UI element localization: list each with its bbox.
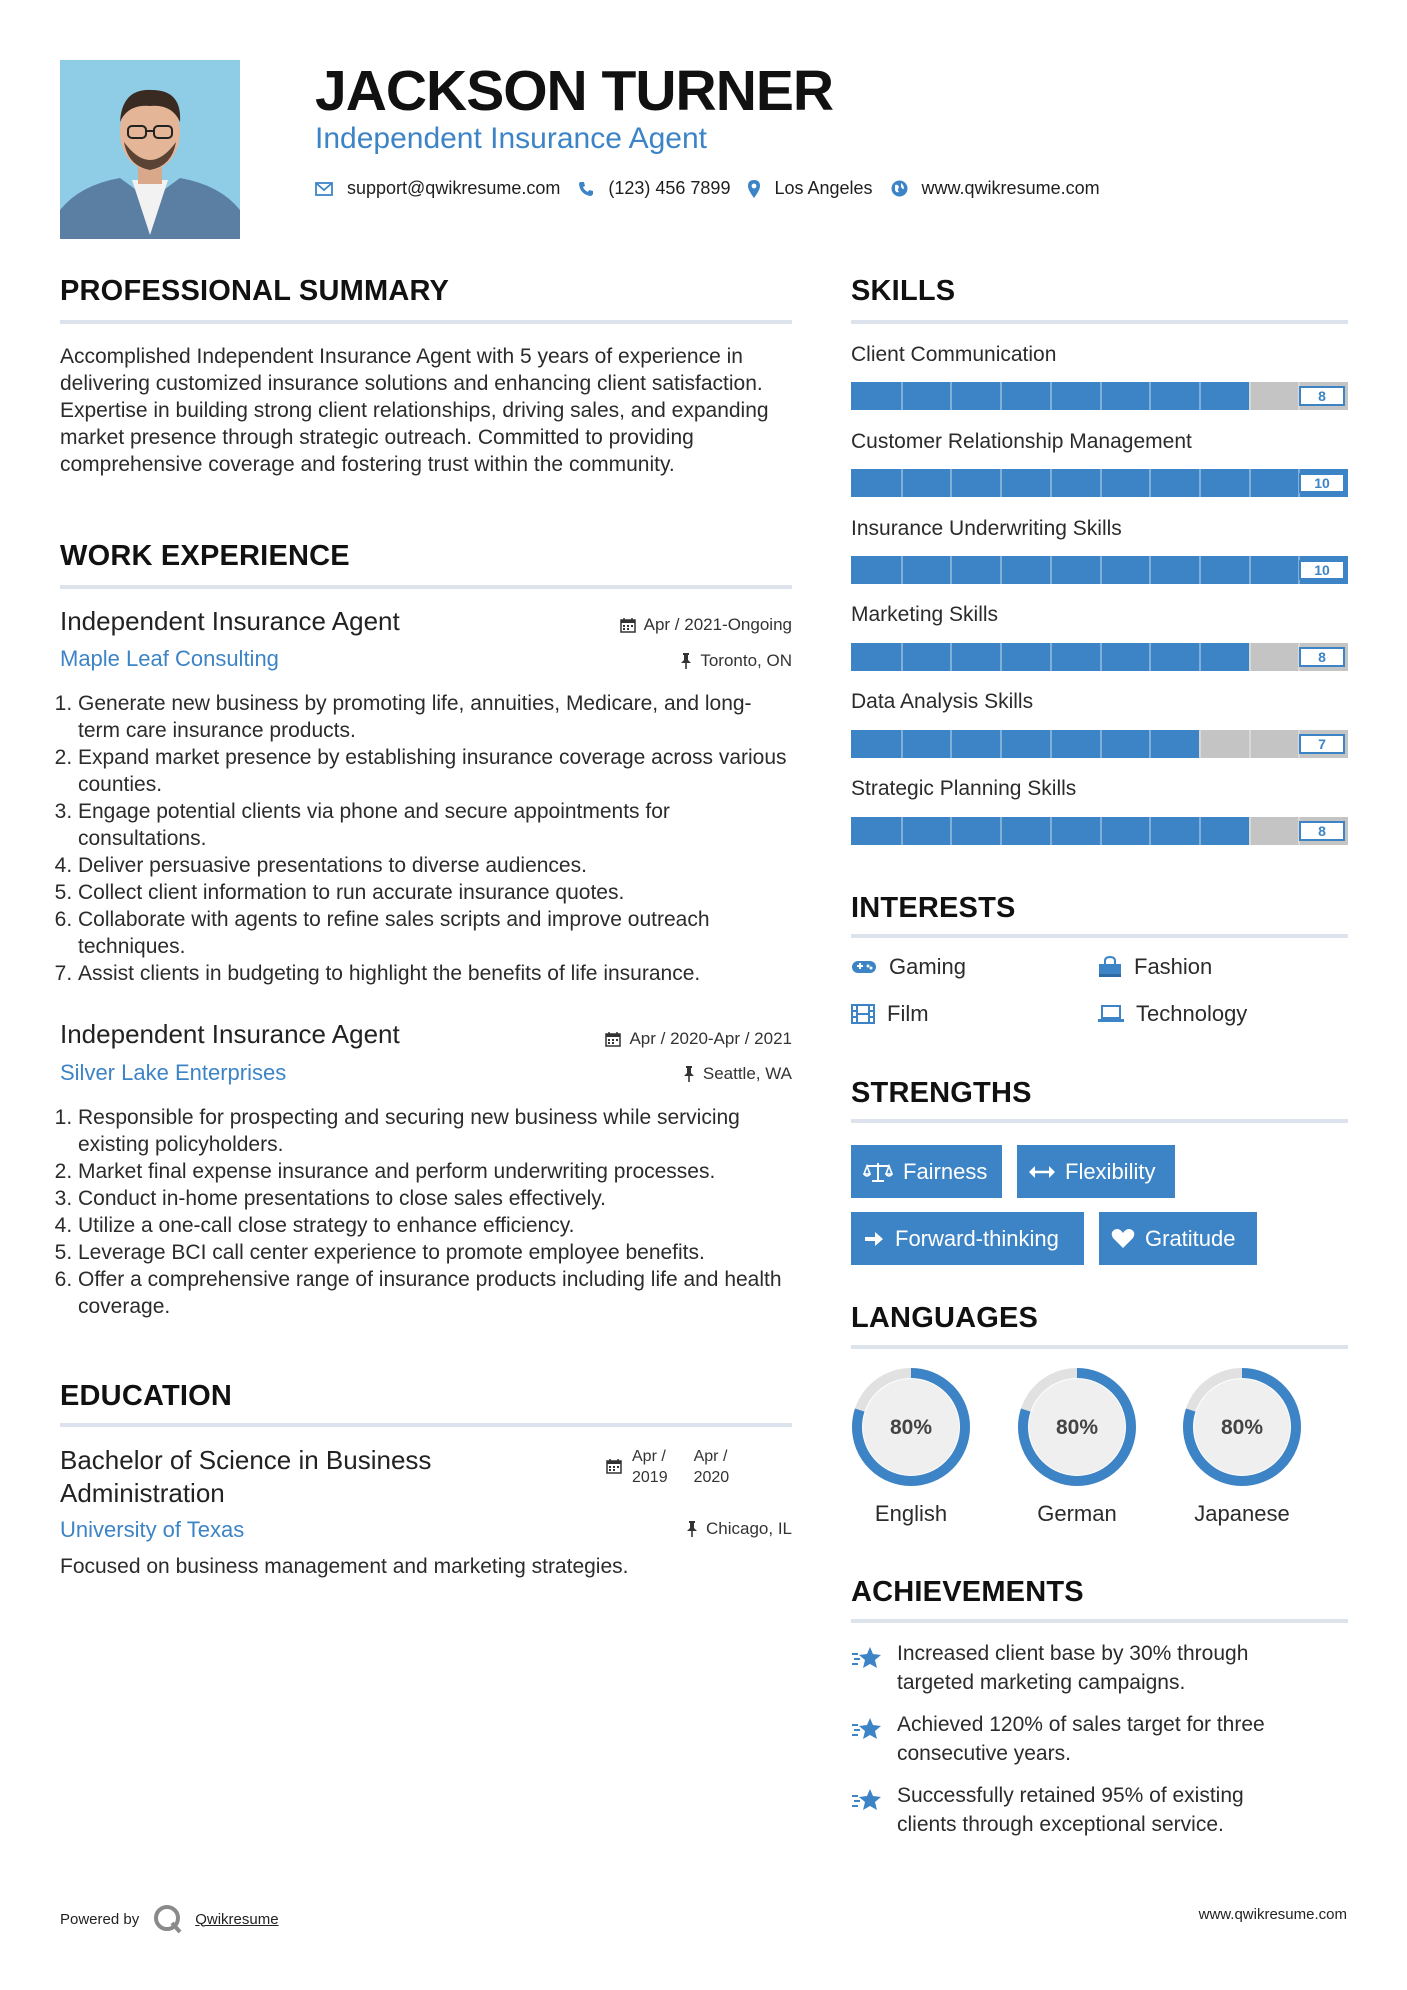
skill-segment xyxy=(1199,643,1201,671)
duty-item: 5. Leverage BCI call center experience to promote employee benefits. xyxy=(78,1239,792,1266)
candidate-title: Independent Insurance Agent xyxy=(315,122,707,155)
skill-label-4: Marketing Skills xyxy=(851,603,999,626)
skill-value: 7 xyxy=(1299,734,1345,754)
skill-segment xyxy=(1249,382,1251,410)
strength-chip-fairness xyxy=(851,1145,1002,1198)
calendar-icon xyxy=(605,1031,621,1047)
skill-segment xyxy=(1050,469,1052,497)
skill-segment xyxy=(1249,730,1251,758)
strength-label: Gratitude xyxy=(1145,1225,1236,1251)
skill-segment xyxy=(901,556,903,584)
skill-segment xyxy=(1100,817,1102,845)
skill-segment xyxy=(1050,382,1052,410)
skills-rule xyxy=(851,320,1348,324)
end-month: Apr / xyxy=(693,1448,728,1465)
footer-brand-link[interactable]: Qwikresume xyxy=(195,1910,279,1928)
skill-segment xyxy=(901,469,903,497)
skill-segment xyxy=(1199,469,1201,497)
skill-segment xyxy=(1100,730,1102,758)
envelope-icon xyxy=(315,182,333,196)
contact-phone[interactable] xyxy=(578,178,730,199)
duty-item: 7. Assist clients in budgeting to highlight the benefits of life insurance. xyxy=(78,960,792,987)
school-name: University of Texas xyxy=(60,1517,245,1542)
job-location-text-2: Seattle, WA xyxy=(702,1064,792,1083)
ring-percent-label: 80% xyxy=(889,1416,933,1439)
interest-label: Film xyxy=(887,1001,929,1026)
languages-heading: LANGUAGES xyxy=(851,1302,1039,1334)
duty-item: 2. Market final expense insurance and perform underwriting processes. xyxy=(78,1158,792,1185)
skill-segment xyxy=(1249,469,1251,497)
skill-label-5: Data Analysis Skills xyxy=(851,690,1034,713)
education-heading: EDUCATION xyxy=(60,1380,233,1412)
skill-label-1: Client Communication xyxy=(851,343,1057,366)
achievement-line: targeted marketing campaigns. xyxy=(897,1671,1186,1694)
experience-rule xyxy=(60,585,792,589)
education-location xyxy=(686,1519,792,1539)
education-rule xyxy=(60,1423,792,1427)
job-company-2: Silver Lake Enterprises xyxy=(60,1060,287,1085)
experience-heading: WORK EXPERIENCE xyxy=(60,540,350,572)
skill-segment xyxy=(1149,382,1151,410)
skill-value: 10 xyxy=(1299,473,1345,493)
skill-bar-3 xyxy=(851,556,1348,584)
strength-chip-gratitude xyxy=(1099,1212,1257,1265)
star-badge-icon xyxy=(851,1645,883,1671)
strength-chip-forward-thinking xyxy=(851,1212,1084,1265)
language-label-japanese: Japanese xyxy=(1194,1501,1290,1526)
arrows-horizontal-icon xyxy=(1029,1165,1055,1179)
duty-item: 3. Conduct in-home presentations to close sales effectively. xyxy=(78,1185,792,1212)
contact-email[interactable] xyxy=(315,178,560,199)
interest-technology xyxy=(1098,1001,1247,1027)
powered-by-text: Powered by xyxy=(60,1910,140,1928)
skill-segment xyxy=(950,817,952,845)
skill-value: 8 xyxy=(1299,647,1345,667)
skill-segment xyxy=(950,469,952,497)
achievement-line: Successfully retained 95% of existing xyxy=(897,1784,1244,1807)
language-ring-japanese xyxy=(1180,1365,1304,1494)
skill-segment xyxy=(950,382,952,410)
achievement-line: clients through exceptional service. xyxy=(897,1813,1224,1836)
summary-heading: PROFESSIONAL SUMMARY xyxy=(60,275,450,307)
skill-segment xyxy=(1100,382,1102,410)
strengths-heading: STRENGTHS xyxy=(851,1077,1032,1109)
skill-segment xyxy=(950,730,952,758)
phone-icon xyxy=(578,181,594,197)
strength-chip-flexibility xyxy=(1017,1145,1175,1198)
education-start xyxy=(632,1446,668,1488)
skill-segment xyxy=(1199,730,1201,758)
start-year: 2019 xyxy=(632,1469,668,1486)
achievement-item-1 xyxy=(851,1639,1351,1697)
strengths-rule xyxy=(851,1119,1348,1123)
ring-percent-label: 80% xyxy=(1220,1416,1264,1439)
skill-bar-1 xyxy=(851,382,1348,410)
contact-row xyxy=(315,178,1118,199)
pushpin-icon xyxy=(686,1521,698,1537)
skill-segment xyxy=(1149,556,1151,584)
education-end xyxy=(694,1446,730,1488)
skill-segment xyxy=(950,643,952,671)
interest-label: Gaming xyxy=(889,954,967,979)
job-dates-text-2: Apr / 2020-Apr / 2021 xyxy=(629,1029,792,1048)
duty-item: 4. Deliver persuasive presentations to diverse audiences. xyxy=(78,852,792,879)
achievement-text xyxy=(897,1639,1248,1697)
duty-item: 3. Engage potential clients via phone and secure appointments for consultations. xyxy=(78,798,792,852)
skill-segment xyxy=(1100,556,1102,584)
skill-segment xyxy=(1000,469,1002,497)
start-month: Apr / xyxy=(632,1448,666,1465)
film-icon xyxy=(851,1004,875,1024)
skill-segment xyxy=(1050,817,1052,845)
skill-segment xyxy=(901,382,903,410)
gamepad-icon xyxy=(851,959,877,975)
skill-segment xyxy=(1050,556,1052,584)
skills-heading: SKILLS xyxy=(851,275,956,307)
skill-segment xyxy=(1050,730,1052,758)
footer-website[interactable]: www.qwikresume.com xyxy=(1198,1906,1347,1923)
skill-segment xyxy=(1149,730,1151,758)
skill-segment xyxy=(1199,817,1201,845)
language-ring-german xyxy=(1015,1365,1139,1494)
interests-rule xyxy=(851,934,1348,938)
skill-label-2: Customer Relationship Management xyxy=(851,430,1192,453)
language-ring-english xyxy=(849,1365,973,1494)
strength-label: Forward-thinking xyxy=(895,1225,1059,1251)
job-title-1: Independent Insurance Agent xyxy=(60,606,400,636)
duty-item: 1. Responsible for prospecting and securing new business while servicing existing policyholders. xyxy=(78,1104,792,1158)
star-badge-icon xyxy=(851,1716,883,1742)
end-year: 2020 xyxy=(693,1469,730,1486)
interest-fashion xyxy=(1098,954,1212,980)
skill-label-6: Strategic Planning Skills xyxy=(851,777,1077,800)
qwikresume-logo-icon xyxy=(153,1904,185,1934)
job-dates-text-1: Apr / 2021-Ongoing xyxy=(643,615,792,634)
language-ring xyxy=(1180,1365,1304,1489)
skill-segment xyxy=(1249,556,1251,584)
achievement-text xyxy=(897,1781,1244,1839)
skill-segment xyxy=(1249,643,1251,671)
pushpin-icon xyxy=(680,653,692,669)
interests-heading: INTERESTS xyxy=(851,892,1016,924)
language-ring xyxy=(849,1365,973,1489)
skill-bar-6 xyxy=(851,817,1348,845)
footer-powered-by xyxy=(60,1904,279,1934)
interest-film xyxy=(851,1001,929,1027)
skill-value: 8 xyxy=(1299,386,1345,406)
skill-segment xyxy=(1000,730,1002,758)
interest-label: Fashion xyxy=(1134,954,1213,979)
skill-segment xyxy=(1000,817,1002,845)
duty-item: 4. Utilize a one-call close strategy to enhance efficiency. xyxy=(78,1212,792,1239)
skill-segment xyxy=(901,643,903,671)
skill-value: 8 xyxy=(1299,821,1345,841)
calendar-icon xyxy=(606,1458,622,1474)
degree-title xyxy=(60,1444,431,1510)
heart-icon xyxy=(1111,1228,1135,1249)
achievements-heading: ACHIEVEMENTS xyxy=(851,1576,1084,1608)
job-location-text-1: Toronto, ON xyxy=(700,651,792,670)
website-text: www.qwikresume.com xyxy=(921,178,1100,198)
job-title-2: Independent Insurance Agent xyxy=(60,1019,400,1049)
star-badge-icon xyxy=(851,1787,883,1813)
job-company-1: Maple Leaf Consulting xyxy=(60,646,279,671)
achievement-line: Increased client base by 30% through xyxy=(897,1642,1249,1665)
degree-line-2: Administration xyxy=(60,1478,225,1508)
strength-label: Flexibility xyxy=(1065,1158,1156,1184)
achievement-item-3 xyxy=(851,1781,1351,1839)
languages-rule xyxy=(851,1345,1348,1349)
skill-segment xyxy=(1199,382,1201,410)
balance-scale-icon xyxy=(863,1161,893,1183)
pushpin-icon xyxy=(683,1066,695,1082)
skill-segment xyxy=(1149,469,1151,497)
strength-label: Fairness xyxy=(903,1158,988,1184)
contact-location xyxy=(748,178,872,199)
duty-item: 1. Generate new business by promoting life, annuities, Medicare, and long-term care insurance products. xyxy=(78,690,792,744)
arrow-right-icon xyxy=(863,1229,885,1249)
duty-item: 5. Collect client information to run accurate insurance quotes. xyxy=(78,879,792,906)
skill-segment xyxy=(1149,817,1151,845)
summary-rule xyxy=(60,320,792,324)
skill-segment xyxy=(1100,643,1102,671)
job-dates-1 xyxy=(620,615,792,635)
job-dates-2 xyxy=(605,1029,792,1049)
language-label-german: German xyxy=(1037,1501,1117,1526)
achievement-item-2 xyxy=(851,1710,1351,1768)
ring-percent-label: 80% xyxy=(1055,1416,1099,1439)
skill-label-3: Insurance Underwriting Skills xyxy=(851,517,1122,540)
achievement-line: consecutive years. xyxy=(897,1742,1071,1765)
language-label-english: English xyxy=(874,1501,948,1526)
skill-segment xyxy=(901,817,903,845)
skill-segment xyxy=(950,556,952,584)
interest-gaming xyxy=(851,954,966,980)
skill-segment xyxy=(1199,556,1201,584)
job-duties-1 xyxy=(60,690,792,987)
duty-item: 6. Collaborate with agents to refine sales scripts and improve outreach techniques. xyxy=(78,906,792,960)
achievement-line: Achieved 120% of sales target for three xyxy=(897,1713,1265,1736)
skill-bar-2 xyxy=(851,469,1348,497)
skill-segment xyxy=(1000,643,1002,671)
job-location-1 xyxy=(680,651,792,671)
contact-website[interactable] xyxy=(891,178,1100,199)
job-location-2 xyxy=(683,1064,792,1084)
skill-segment xyxy=(1100,469,1102,497)
location-text: Los Angeles xyxy=(774,178,873,198)
laptop-icon xyxy=(1098,1005,1124,1023)
job-duties-2 xyxy=(60,1104,792,1320)
degree-line-1: Bachelor of Science in Business xyxy=(60,1445,432,1475)
achievements-rule xyxy=(851,1619,1348,1623)
globe-icon xyxy=(891,180,908,197)
duty-item: 6. Offer a comprehensive range of insurance products including life and health coverage. xyxy=(78,1266,792,1320)
language-ring xyxy=(1015,1365,1139,1489)
summary-text: Accomplished Independent Insurance Agent with 5 years of experience in delivering customized insurance solutions and enhancing client satisfaction. Expertise in building strong client relationships, driving sales, and expanding market presence through strategic outreach. Committed to providing comprehensive coverage and fostering trust within the community. xyxy=(60,345,769,476)
skill-bar-5 xyxy=(851,730,1348,758)
skill-segment xyxy=(901,730,903,758)
skill-fill xyxy=(851,730,1199,758)
email-text: support@qwikresume.com xyxy=(347,178,561,198)
duty-item: 2. Expand market presence by establishing insurance coverage across various counties. xyxy=(78,744,792,798)
education-location-text: Chicago, IL xyxy=(706,1519,792,1538)
skill-segment xyxy=(1050,643,1052,671)
education-description: Focused on business management and marketing strategies. xyxy=(60,1555,629,1578)
skill-segment xyxy=(1249,817,1251,845)
phone-text: (123) 456 7899 xyxy=(608,178,731,198)
education-dates xyxy=(606,1446,729,1488)
profile-photo xyxy=(60,60,240,239)
skill-segment xyxy=(1149,643,1151,671)
skill-value: 10 xyxy=(1299,560,1345,580)
map-marker-icon xyxy=(748,180,760,198)
calendar-icon xyxy=(620,617,636,633)
skill-segment xyxy=(1000,382,1002,410)
skill-bar-4 xyxy=(851,643,1348,671)
achievement-text xyxy=(897,1710,1265,1768)
candidate-name: JACKSON TURNER xyxy=(315,59,834,123)
shopping-bag-icon xyxy=(1098,956,1122,978)
interest-label: Technology xyxy=(1136,1001,1248,1026)
skill-segment xyxy=(1000,556,1002,584)
